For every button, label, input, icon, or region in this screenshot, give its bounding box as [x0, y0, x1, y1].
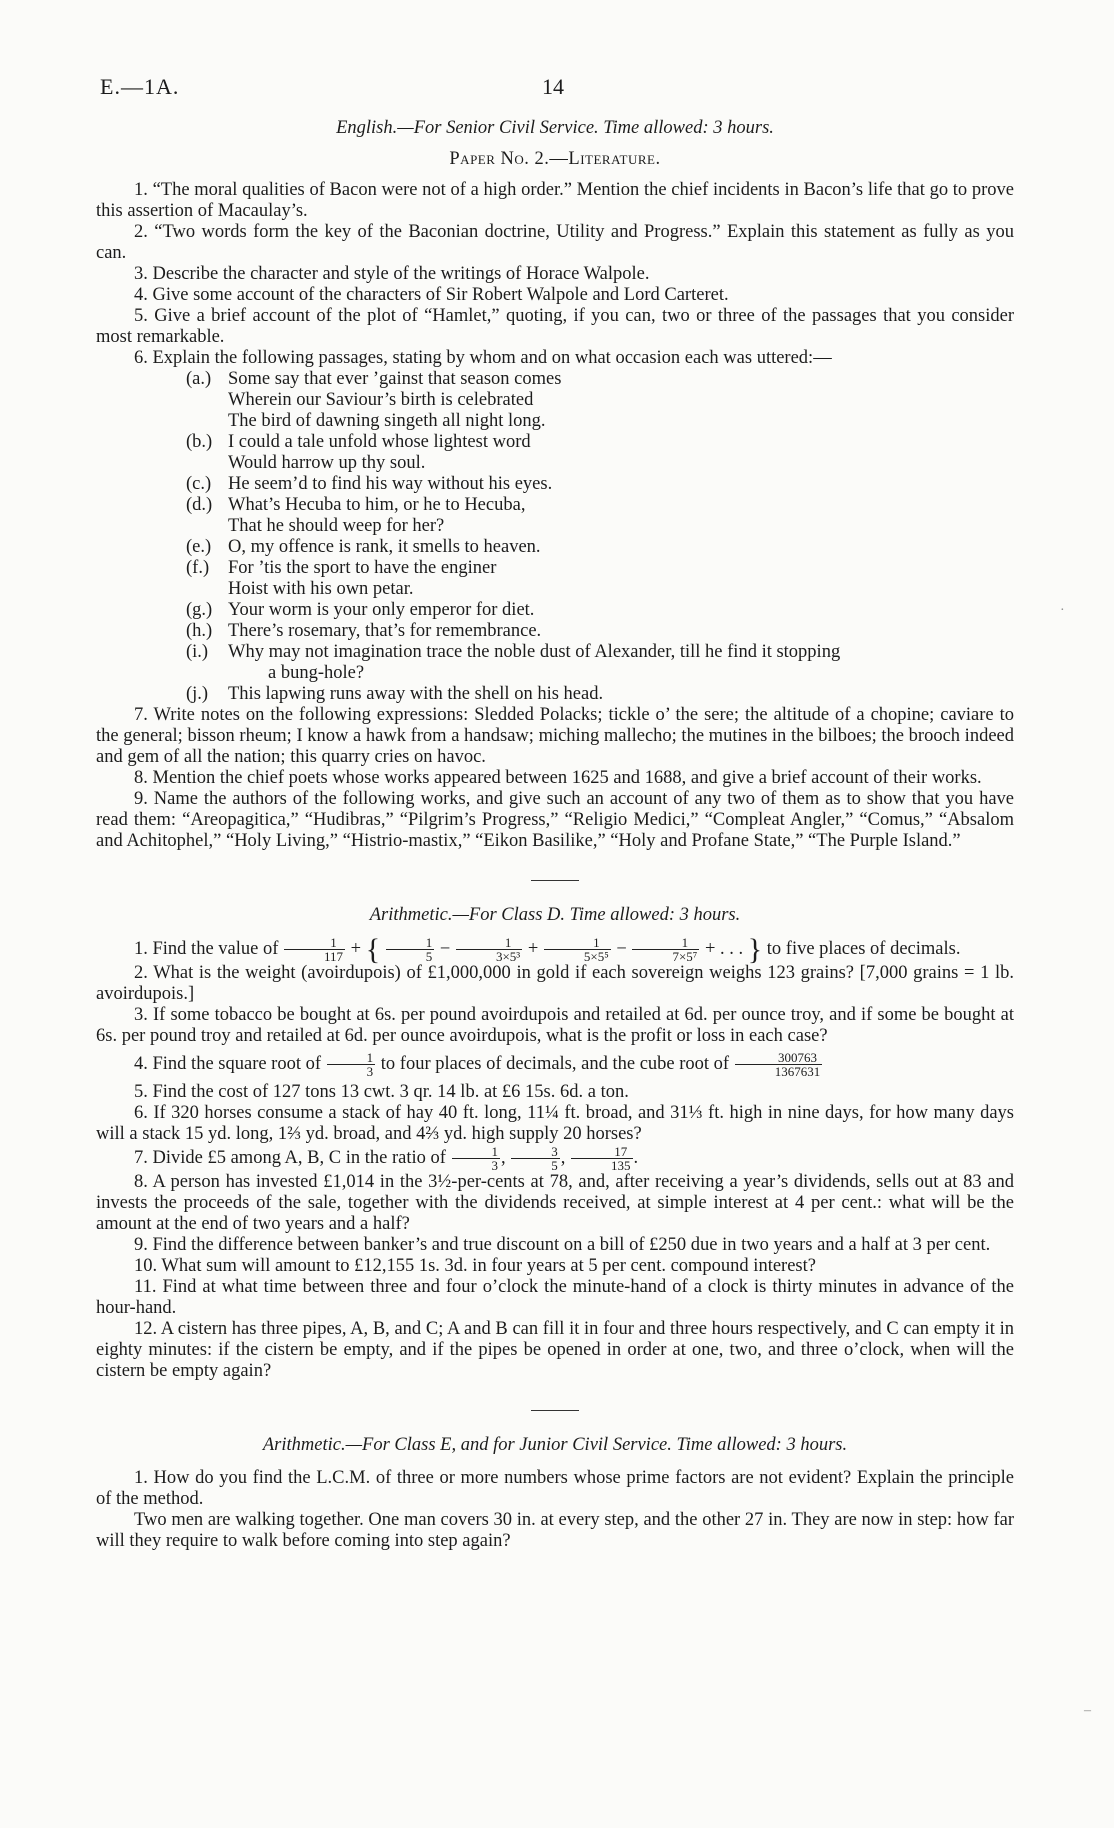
denominator: 7×5⁷ [672, 949, 698, 964]
numerator: 1 [632, 936, 699, 950]
passage-item [186, 474, 1014, 495]
passage-line: That he should weep for her? [228, 516, 445, 536]
passage-text [228, 495, 1014, 537]
fraction [735, 1051, 823, 1078]
question: 7. Divide £5 among A, B, C in the ratio of $\frac{1}{3}$ , $\frac{3}{5}$ , $\frac{17}{135}$ . [134, 1144, 639, 1173]
question: 2. What is the weight (avoirdupois) of £1,000,000 in gold if each sovereign weighs 123 grains? [7,000 grains = 1 lb. avoirdupois.] [96, 963, 1014, 1004]
question: 10. What sum will amount to £12,155 1s. 3d. in four years at 5 per cent. compound interest? [134, 1256, 816, 1276]
fraction [571, 1145, 633, 1172]
passage-label: (g.) [186, 600, 213, 620]
passage-line: What’s Hecuba to him, or he to Hecuba, [228, 495, 526, 515]
passage-text [228, 537, 1014, 558]
passage-label: (i.) [186, 642, 209, 662]
english-title: English.—For Senior Civil Service. Time allowed: 3 hours. [336, 118, 774, 138]
question-text: to five places of decimals. [766, 938, 961, 959]
numerator: 3 [511, 1145, 560, 1159]
passage-line-continuation: a bung-hole? [268, 663, 365, 683]
arithmetic-e-title: Arithmetic.—For Class E, and for Junior Civil Service. Time allowed: 3 hours. [262, 1435, 848, 1455]
numerator: 1 [456, 936, 522, 950]
arithmetic-class-e-section [96, 1435, 1014, 1552]
passage-line: I could a tale unfold whose lightest word [228, 432, 531, 452]
denominator: 5×5⁵ [583, 949, 609, 964]
exam-page [96, 70, 1014, 1552]
english-paper-heading: Paper No. 2.—Literature. [449, 149, 661, 169]
passage-item [186, 369, 1014, 432]
passage-item [186, 684, 1014, 705]
numerator: 1 [284, 936, 345, 950]
passage-line: For ’tis the sport to have the enginer [228, 558, 497, 578]
question: 5. Find the cost of 127 tons 13 cwt. 3 qr. 14 lb. at £6 15s. 6d. a ton. [134, 1082, 629, 1102]
passage-item [186, 600, 1014, 621]
fraction [386, 936, 435, 963]
passage-line: There’s rosemary, that’s for remembrance. [228, 621, 542, 641]
numerator: 1 [327, 1051, 376, 1065]
question-text: 7. Divide £5 among A, B, C in the ratio of [134, 1147, 446, 1168]
fraction [284, 936, 345, 963]
denominator: 1367631 [774, 1064, 821, 1079]
fraction [511, 1145, 560, 1172]
numerator: 17 [571, 1145, 633, 1159]
question: 11. Find at what time between three and four o’clock the minute-hand of a clock is thirty minutes in advance of the hour-hand. [96, 1277, 1014, 1318]
passage-label: (d.) [186, 495, 213, 515]
question: 12. A cistern has three pipes, A, B, and C; A and B can fill it in four and three hours respectively, and C can empty it in eighty minutes: if the cistern be empty, and if the pipes be opened in order at one, two, and three o’clock, when will the cistern be empty again? [96, 1319, 1014, 1381]
question: 1. How do you find the L.C.M. of three or more numbers whose prime factors are not evident? Explain the principle of the method. [96, 1468, 1014, 1509]
question: 2. “Two words form the key of the Baconian doctrine, Utility and Progress.” Explain this statement as fully as you can. [96, 222, 1014, 263]
question: Two men are walking together. One man covers 30 in. at every step, and the other 27 in. They are now in step: how far will they require to walk before coming into step again? [96, 1510, 1014, 1551]
open-brace: { [365, 933, 381, 966]
denominator: 3×5³ [495, 949, 521, 964]
passage-text [228, 642, 1014, 684]
denominator: 117 [324, 949, 344, 964]
passage-line: He seem’d to find his way without his eyes. [228, 474, 553, 494]
question: 1. Find the value of $\frac{1}{117}$ + { $\frac{1}{5}$ − $\frac{1}{\text{3×5³}}$ + $\frac{1}{\text{5×5⁵}}$ − $\frac{1}{\text{7×5⁷}}$ + . . . } to five places of decimals. [134, 933, 961, 966]
question: 1. “The moral qualities of Bacon were not of a high order.” Mention the chief incidents in Bacon’s life that go to prove this assertion of Macaulay’s. [96, 180, 1014, 221]
passage-label: (b.) [186, 432, 213, 452]
passage-text [228, 369, 1014, 432]
passage-item [186, 495, 1014, 537]
passage-line: Hoist with his own petar. [228, 579, 414, 599]
passage-line: Would harrow up thy soul. [228, 453, 426, 473]
question: 5. Give a brief account of the plot of “Hamlet,” quoting, if you can, two or three of the passages that you consider most remarkable. [96, 306, 1014, 347]
document-reference: E.—1A. [100, 74, 180, 99]
denominator: 5 [551, 1158, 558, 1173]
passage-line: This lapwing runs away with the shell on his head. [228, 684, 604, 704]
passage-text [228, 474, 1014, 495]
question: 8. Mention the chief poets whose works appeared between 1625 and 1688, and give a brief account of their works. [134, 768, 982, 788]
fraction [452, 1145, 501, 1172]
passage-label: (f.) [186, 558, 210, 578]
passage-line: Your worm is your only emperor for diet. [228, 600, 535, 620]
english-section [96, 118, 1014, 852]
question: 8. A person has invested £1,014 in the 3½-per-cents at 78, and, after receiving a year’s dividends, sells out at 83 and invests the proceeds of the sale, together with the dividends received, at simple interest at 4 per cent.: what will be the amount at the end of two years and a half? [96, 1172, 1014, 1234]
question: 7. Write notes on the following expressions: Sledded Polacks; tickle o’ the sere; the altitude of a chopine; caviare to the general; bisson rheum; I know a hawk from a handsaw; miching mallecho; the mutines in the bilboes; the brooch indeed and gem of all the nation; this quarry cries on havoc. [96, 705, 1014, 767]
passage-list [96, 369, 1014, 705]
numerator: 300763 [735, 1051, 823, 1065]
passage-text [228, 684, 1014, 705]
passage-text [228, 621, 1014, 642]
passage-line: O, my offence is rank, it smells to heaven. [228, 537, 541, 557]
margin-mark: · [1060, 603, 1065, 618]
passage-line: The bird of dawning singeth all night long. [228, 411, 546, 431]
numerator: 1 [544, 936, 611, 950]
passage-label: (j.) [186, 684, 209, 704]
passage-item [186, 537, 1014, 558]
fraction [632, 936, 699, 963]
page-number: 14 [542, 74, 564, 99]
question: 3. If some tobacco be bought at 6s. per pound avoirdupois and retailed at 6d. per ounce troy, and if some be bought at 6s. per pound troy and retailed at 6d. per ounce avoirdupois, what is the profit or loss in each case? [96, 1005, 1014, 1046]
fraction [327, 1051, 376, 1078]
denominator: 135 [611, 1158, 631, 1173]
section-divider [531, 880, 579, 881]
passage-label: (a.) [186, 369, 212, 389]
question-text: 1. Find the value of [134, 938, 279, 959]
passage-label: (e.) [186, 537, 212, 557]
passage-label: (h.) [186, 621, 213, 641]
passage-item [186, 432, 1014, 474]
question [96, 1051, 1014, 1078]
numerator: 1 [386, 936, 435, 950]
passage-text [228, 432, 1014, 474]
question: 3. Describe the character and style of the writings of Horace Walpole. [134, 264, 650, 284]
question: 9. Name the authors of the following works, and give such an account of any two of them as to show that you have read them: “Areopagitica,” “Hudibras,” “Pilgrim’s Progress,” “Religio Medici,” “Compleat Angler,” “Comus,” “Absalom and Achitophel,” “Holy Living,” “Histrio-mastix,” “Eikon Basilike,” “Holy and Profane State,” “The Purple Island.” [96, 789, 1014, 851]
question: 6. If 320 horses consume a stack of hay 40 ft. long, 11¼ ft. broad, and 31⅓ ft. high in nine days, for how many days will a stack 15 yd. long, 1⅔ yd. broad, and 4⅔ yd. high supply 20 horses? [96, 1103, 1014, 1144]
passage-item [186, 642, 1014, 684]
passage-item [186, 621, 1014, 642]
question: 6. Explain the following passages, stating by whom and on what occasion each was uttered:— [134, 348, 832, 368]
question-text: to four places of decimals, and the cube root of [380, 1053, 730, 1074]
passage-item [186, 558, 1014, 600]
arithmetic-d-title: Arithmetic.—For Class D. Time allowed: 3 hours. [369, 905, 741, 925]
question: 4. Give some account of the characters of Sir Robert Walpole and Lord Carteret. [134, 285, 729, 305]
passage-label: (c.) [186, 474, 212, 494]
margin-mark: – [1084, 1703, 1091, 1718]
arithmetic-class-d-section [96, 905, 1014, 1382]
page-header [96, 70, 1014, 110]
fraction [456, 936, 522, 963]
passage-text [228, 558, 1014, 600]
numerator: 1 [452, 1145, 501, 1159]
passage-line: Why may not imagination trace the noble dust of Alexander, till he find it stopping [228, 642, 841, 662]
passage-line: Some say that ever ’gainst that season comes [228, 369, 562, 389]
denominator: 5 [425, 949, 433, 964]
close-brace: } [747, 933, 763, 966]
denominator: 3 [366, 1064, 374, 1079]
passage-text [228, 600, 1014, 621]
question: 9. Find the difference between banker’s and true discount on a bill of £250 due in two years and a half at 3 per cent. [134, 1235, 991, 1255]
fraction [544, 936, 611, 963]
section-divider [531, 1410, 579, 1411]
question-text: 4. Find the square root of [134, 1053, 322, 1074]
passage-line: Wherein our Saviour’s birth is celebrated [228, 390, 534, 410]
denominator: 3 [491, 1158, 499, 1173]
